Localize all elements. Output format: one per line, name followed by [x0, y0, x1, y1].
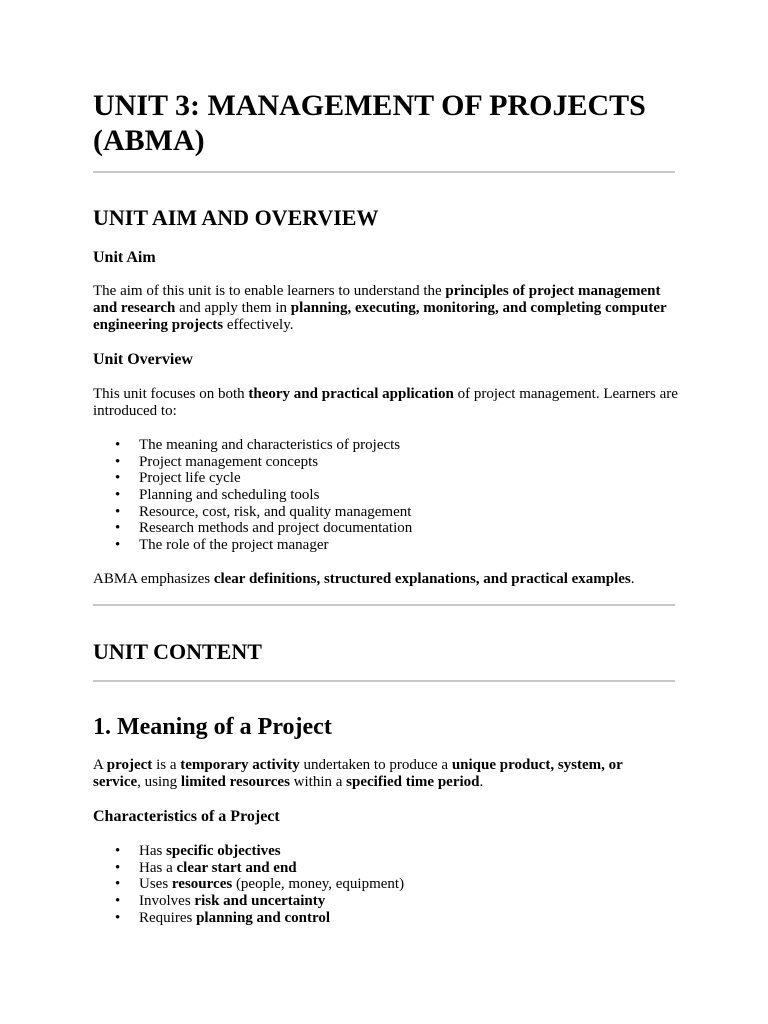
- characteristics-list: [93, 843, 683, 926]
- unit-aim-paragraph: [93, 283, 673, 334]
- text-run: undertaken to produce a: [299, 757, 452, 773]
- divider: [93, 680, 675, 682]
- text-run: and apply them in: [175, 300, 291, 316]
- list-item: [93, 876, 683, 893]
- bold-run: resources: [171, 876, 233, 893]
- divider: [93, 604, 675, 606]
- text-run: .: [479, 774, 484, 790]
- text-run: .: [630, 571, 635, 587]
- text-run: effectively.: [223, 317, 294, 333]
- text-run: Requires: [139, 909, 197, 926]
- list-item: • Planning and scheduling tools: [93, 487, 683, 504]
- bold-run: theory and practical application: [248, 386, 454, 402]
- list-item: [93, 860, 683, 877]
- text-run: A: [93, 757, 107, 773]
- text-run: Has a: [139, 859, 177, 876]
- list-item: • Project life cycle: [93, 470, 683, 487]
- project-definition-paragraph: [93, 757, 668, 791]
- bold-run: specified time period: [346, 774, 480, 790]
- list-item: [93, 843, 683, 860]
- bold-run: specific objectives: [166, 843, 281, 859]
- bold-run: unique product, system, or service: [93, 757, 623, 790]
- text-run: Uses: [139, 876, 172, 893]
- text-run: Has: [139, 843, 167, 859]
- bold-run: planning and control: [196, 909, 331, 926]
- meaning-heading: 1. Meaning of a Project: [93, 714, 332, 740]
- bold-run: project: [106, 757, 153, 773]
- list-item: • The meaning and characteristics of projects: [93, 437, 683, 454]
- title-line-2: (ABMA): [93, 124, 205, 157]
- list-item: • Research methods and project documentation: [93, 520, 683, 537]
- text-run: within a: [289, 774, 347, 790]
- bold-run: clear start and end: [176, 859, 297, 876]
- abma-emphasis-paragraph: [93, 571, 683, 588]
- section-heading-aim-overview: UNIT AIM AND OVERVIEW: [93, 205, 379, 230]
- section-heading-unit-content: UNIT CONTENT: [93, 639, 262, 664]
- unit-aim-heading: Unit Aim: [93, 249, 156, 266]
- text-run: The aim of this unit is to enable learners to understand the: [93, 283, 446, 299]
- text-run: ABMA emphasizes: [93, 571, 214, 587]
- bold-run: limited resources: [180, 774, 290, 790]
- text-run: , using: [137, 774, 181, 790]
- text-run: This unit focuses on both: [93, 386, 249, 402]
- list-item: • The role of the project manager: [93, 537, 683, 554]
- list-item: • Resource, cost, risk, and quality management: [93, 504, 683, 521]
- text-run: of project management. Learners are introduced to:: [93, 386, 678, 419]
- title-line-1: UNIT 3: MANAGEMENT OF PROJECTS: [93, 89, 646, 122]
- unit-overview-heading: Unit Overview: [93, 351, 193, 368]
- bold-run: principles of project management and research: [93, 283, 661, 316]
- list-item: [93, 893, 683, 910]
- overview-topics-list: [93, 437, 683, 554]
- document-title: [93, 88, 683, 158]
- bold-run: temporary activity: [180, 757, 300, 773]
- text-run: is a: [152, 757, 181, 773]
- bold-run: clear definitions, structured explanations, and practical examples: [213, 571, 631, 587]
- bold-run: planning, executing, monitoring, and completing computer engineering projects: [93, 300, 667, 333]
- list-item: • Project management concepts: [93, 454, 683, 471]
- list-item: [93, 910, 683, 927]
- characteristics-heading: Characteristics of a Project: [93, 808, 280, 825]
- divider: [93, 171, 675, 173]
- unit-overview-paragraph: [93, 386, 678, 420]
- text-run: Involves: [139, 893, 195, 910]
- bold-run: risk and uncertainty: [194, 893, 326, 910]
- text-run: (people, money, equipment): [232, 876, 405, 893]
